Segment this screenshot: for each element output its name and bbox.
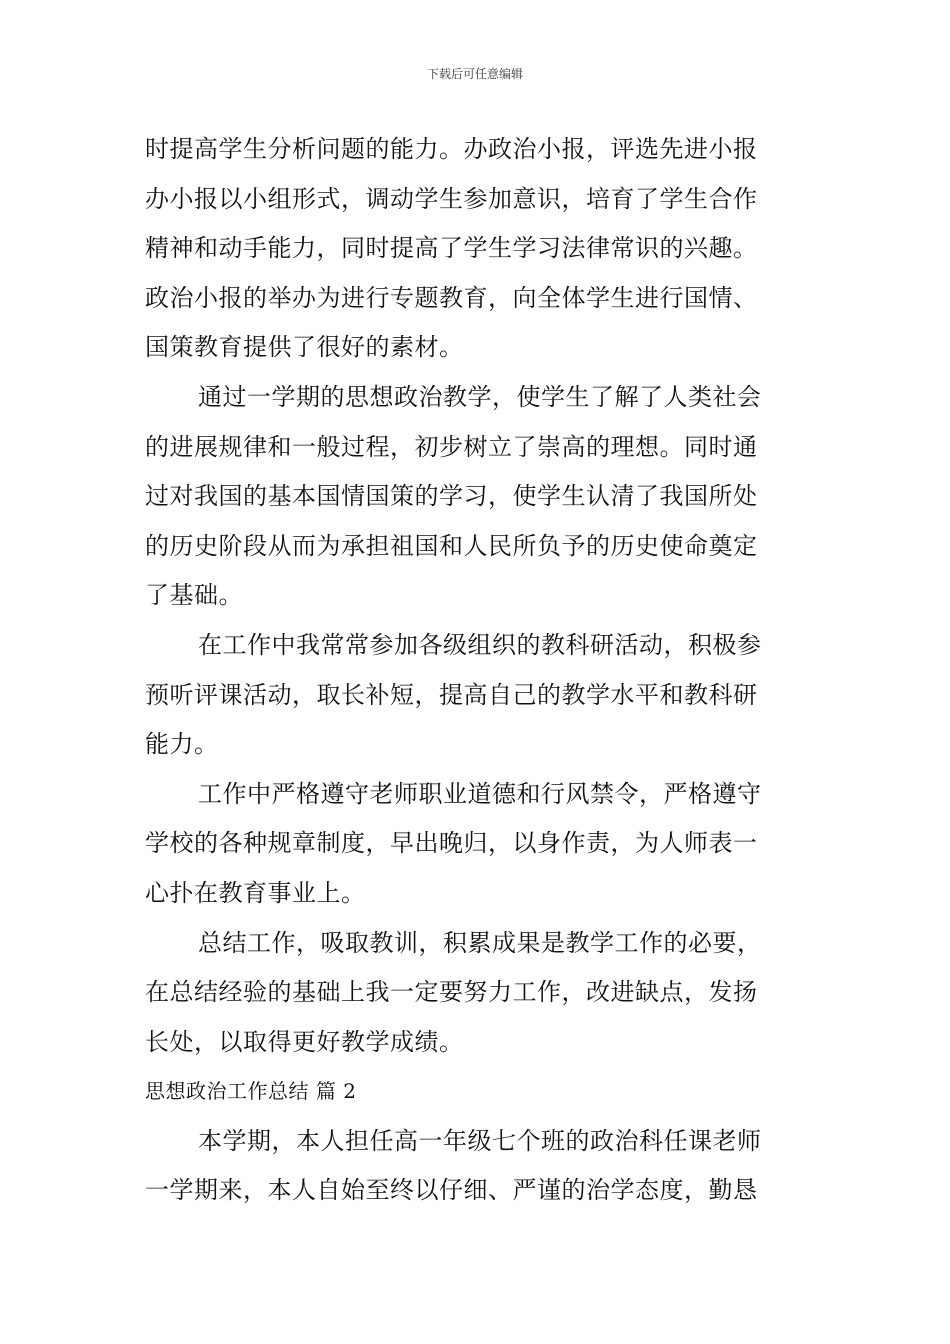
text-line: 一学期来，本人自始至终以仔细、严谨的治学态度，勤恳 — [145, 1176, 758, 1205]
paragraph-start-line: 在工作中我常常参加各级组织的教科研活动，积极参 — [198, 630, 762, 659]
text-line: 在总结经验的基础上我一定要努力工作，改进缺点，发扬 — [145, 978, 758, 1007]
paragraph-start-line: 本学期，本人担任高一年级七个班的政治科任课老师 — [198, 1126, 762, 1155]
text-line: 能力。 — [145, 730, 219, 759]
page-header-note: 下载后可任意编辑 — [426, 67, 523, 81]
text-line: 精神和动手能力，同时提高了学生学习法律常识的兴趣。 — [145, 234, 758, 263]
text-line: 办小报以小组形式，调动学生参加意识，培育了学生合作 — [145, 184, 758, 213]
text-line: 国策教育提供了很好的素材。 — [145, 333, 464, 362]
text-line: 长处，以取得更好教学成绩。 — [145, 1027, 464, 1056]
text-line: 心扑在教育事业上。 — [145, 878, 366, 907]
text-line: 时提高学生分析问题的能力。办政治小报，评选先进小报 — [145, 135, 758, 163]
paragraph-start-line: 工作中严格遵守老师职业道德和行风禁令，严格遵守 — [198, 779, 762, 808]
text-line: 过对我国的基本国情国策的学习，使学生认清了我国所处 — [145, 482, 758, 511]
section-heading: 思想政治工作总结 篇 2 — [145, 1079, 357, 1104]
paragraph-start-line: 总结工作，吸取教训，积累成果是教学工作的必要， — [198, 928, 762, 957]
text-line: 预听评课活动，取长补短，提高自己的教学水平和教科研 — [145, 680, 758, 709]
text-line: 的进展规律和一般过程，初步树立了崇高的理想。同时通 — [145, 432, 758, 461]
document-body — [145, 125, 807, 1216]
text-line: 学校的各种规章制度，早出晚归，以身作责，为人师表一 — [145, 829, 758, 858]
text-line: 政治小报的举办为进行专题教育，向全体学生进行国情、 — [145, 283, 758, 312]
paragraph-start-line: 通过一学期的思想政治教学，使学生了解了人类社会 — [198, 382, 762, 411]
text-line: 的历史阶段从而为承担祖国和人民所负予的历史使命奠定 — [145, 531, 758, 560]
text-line: 了基础。 — [145, 581, 243, 610]
